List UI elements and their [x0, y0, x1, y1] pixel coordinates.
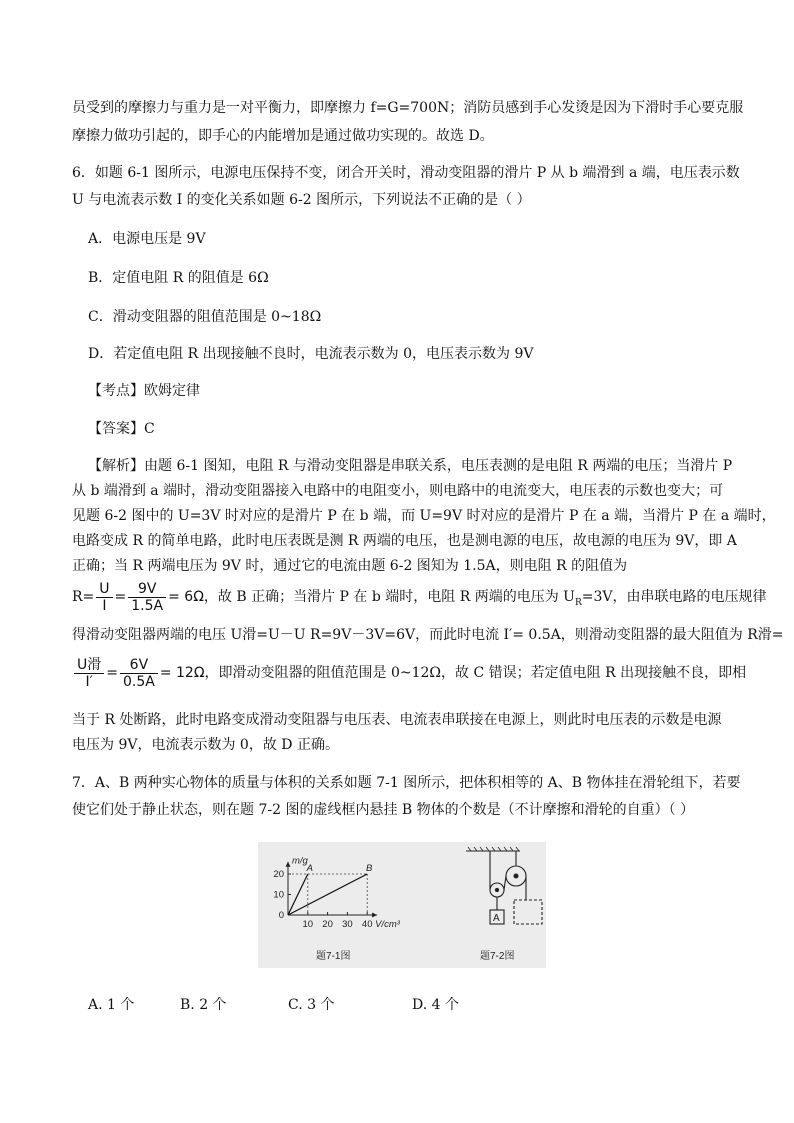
q6-analysis-line: 正确；当 R 两端电压为 9V 时，通过它的电流由题 6-2 图知为 1.5A，则电阻 R 的阻值为 — [72, 558, 628, 574]
fig71-caption: 题7-1图 — [316, 951, 351, 962]
x-axis-label: V/cm³ — [375, 919, 400, 930]
y-tick-label: 10 — [273, 889, 284, 901]
mass-volume-chart — [273, 856, 400, 930]
q6-option-d: D．若定值电阻 R 出现接触不良时，电流表示数为 0，电压表示数为 9V — [88, 346, 534, 362]
x-tick-label: 30 — [342, 919, 353, 930]
figure-svg — [258, 842, 546, 968]
para-line: 员受到的摩擦力与重力是一对平衡力，即摩擦力 f=G=700N；消防员感到手心发烫是因为下滑时手心要克服 — [72, 100, 744, 116]
figure-panel — [258, 842, 546, 968]
fraction-9v-1.5a: $\frac{9V}{1.5A}$ — [128, 581, 166, 614]
x-tick-label: 10 — [302, 919, 314, 930]
fig72-caption: 题7-2图 — [480, 951, 515, 962]
q6-analysis-line: 得滑动变阻器两端的电压 U滑=U－U R=9V－3V=6V，而此时电流 I′= 0.5A，则滑动变阻器的最大阻值为 R滑= — [72, 627, 784, 643]
q6-answer: 【答案】C — [88, 421, 155, 437]
rope — [504, 876, 506, 890]
q6-stem-line: U 与电流表示数 I 的变化关系如题 6-2 图所示，下列说法不正确的是（ ） — [72, 192, 531, 208]
q6-option-b: B．定值电阻 R 的阻值是 6Ω — [88, 270, 269, 286]
q7-option-a: A. 1 个 — [88, 997, 135, 1013]
ceiling-hatch — [468, 847, 519, 851]
q7-option-d: D. 4 个 — [412, 997, 459, 1013]
series-line-b — [288, 874, 367, 915]
q7-option-c: C. 3 个 — [288, 997, 335, 1013]
block-a-label: A — [493, 913, 500, 924]
x-tick-label: 40 — [361, 919, 373, 930]
y-axis-label: m/g — [292, 855, 308, 867]
q6-option-a: A．电源电压是 9V — [88, 231, 206, 247]
q6-analysis-line: 当于 R 处断路，此时电路变成滑动变阻器与电压表、电流表串联接在电源上，则此时电压表的示数是电源 — [72, 712, 722, 728]
x-tick-label: 20 — [322, 919, 333, 930]
y-tick-label: 0 — [278, 910, 284, 921]
para-line: 摩擦力做功引起的，即手心的内能增加是通过做功实现的。故选 D。 — [72, 128, 494, 144]
q7-stem-line: 使它们处于静止状态，则在题 7-2 图的虚线框内悬挂 B 物体的个数是（不计摩擦和滑轮的自重）（ ） — [72, 802, 695, 818]
q7-stem-line: 7．A、B 两种实心物体的质量与体积的关系如题 7-1 图所示，把体积相等的 A、B 物体挂在滑轮组下，若要 — [72, 775, 741, 791]
fraction-6v-0.5a: $\frac{6V}{0.5A}$ — [120, 657, 158, 690]
q6-analysis-line: 电压为 9V，电流表示数为 0，故 D 正确。 — [72, 737, 339, 753]
q6-analysis-formula-line: R= $\frac{U}{I}$ = $\frac{9V}{1.5A}$ = 6Ω，故 B 正确；当滑片 P 在 b 端时，电阻 R 两端的电压为 $U_R=3V$，由串联电路的电压规律 — [72, 580, 767, 614]
y-tick-label: 20 — [273, 869, 284, 880]
y-axis-arrow — [286, 862, 291, 867]
dashed-box — [514, 900, 542, 924]
x-axis-arrow — [372, 913, 377, 918]
pulley-diagram — [466, 847, 542, 924]
q6-analysis-line: 【解析】由题 6-1 图知，电阻 R 与滑动变阻器是串联关系，电压表测的是电阻 R 两端的电压；当滑片 P — [88, 458, 733, 474]
q6-analysis-line: 见题 6-2 图中的 U=3V 时对应的是滑片 P 在 b 端，而 U=9V 时对应的是滑片 P 在 a 端，当滑片 P 在 a 端时， — [72, 508, 776, 524]
fraction-u-slide-i: $\frac{\text{U滑}}{I'}$ — [74, 657, 104, 690]
series-label-b: B — [366, 863, 373, 874]
q7-options — [88, 995, 459, 1015]
q6-analysis-line: 电路变成 R 的简单电路，此时电压表既是测 R 两端的电压，也是测电源的电压，故电源的电压为 9V，即 A — [72, 533, 737, 549]
q6-option-c: C．滑动变阻器的阻值范围是 0~18Ω — [88, 309, 322, 325]
q6-stem-line: 6．如题 6-1 图所示，电源电压保持不变，闭合开关时，滑动变阻器的滑片 P 从 b 端滑到 a 端，电压表示数 — [72, 165, 740, 181]
q7-option-b: B. 2 个 — [180, 997, 227, 1013]
q6-analysis-formula-line: $\frac{\text{U滑}}{I'}$ = $\frac{6V}{0.5A}$ = 12Ω，即滑动变阻器的阻值范围是 0~12Ω，故 C 错误；若定值电阻 R 出现接触不良，即相 — [72, 656, 746, 690]
series-label-a: A — [306, 863, 313, 874]
q6-kaodian: 【考点】欧姆定律 — [88, 383, 200, 399]
fraction-u-i: $\frac{U}{I}$ — [96, 581, 112, 614]
q6-analysis-line: 从 b 端滑到 a 端时，滑动变阻器接入电路中的电阻变小，则电路中的电流变大，电压表的示数也变大；可 — [72, 483, 724, 499]
